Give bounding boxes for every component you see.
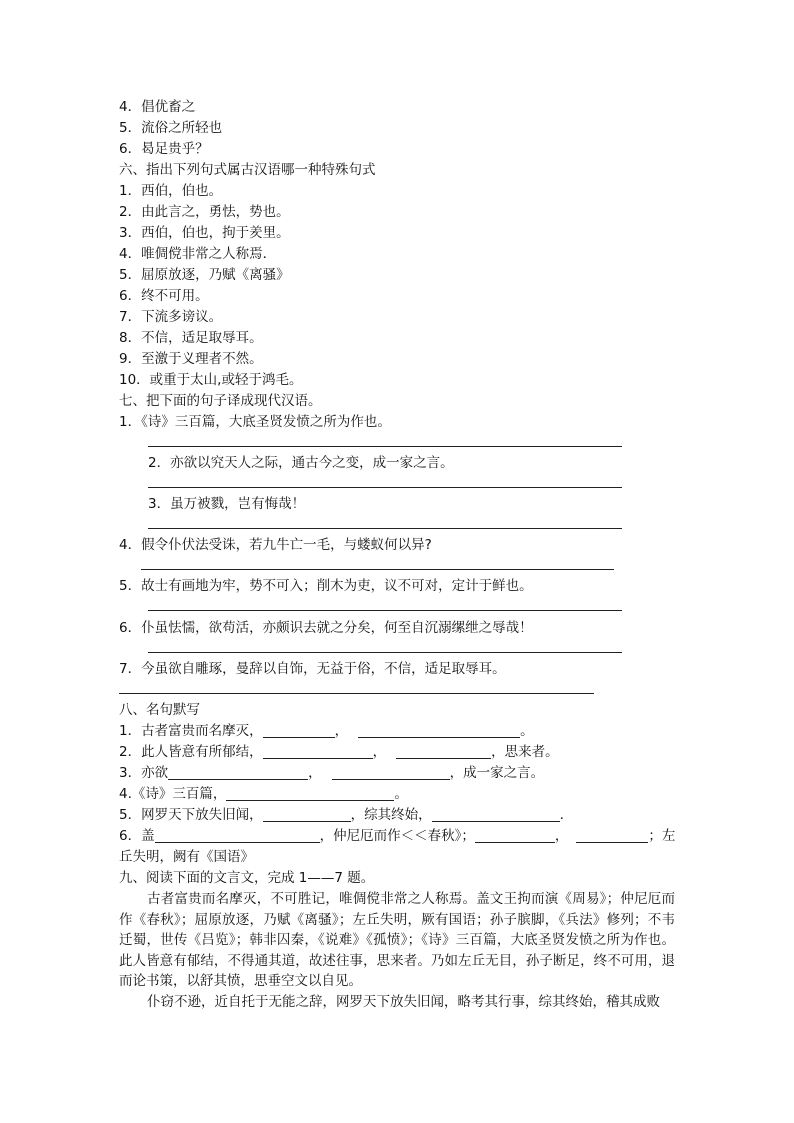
answer-line-7[interactable] bbox=[119, 693, 594, 694]
s8-line-2: 2．此人皆意有所郁结， ， ，思来者。 bbox=[119, 744, 559, 760]
s6-item-3: 3．西伯，伯也，拘于羑里。 bbox=[119, 225, 290, 241]
s7-item-5: 5．故士有画地为牢，势不可入；削木为吏，议不可对，定计于鲜也。 bbox=[119, 578, 533, 594]
s6-item-6: 6．终不可用。 bbox=[119, 288, 209, 304]
section-7-heading: 七、把下面的句子译成现代汉语。 bbox=[119, 393, 322, 409]
top-item-4: 4．倡优畜之 bbox=[119, 99, 196, 115]
s6-item-2: 2．由此言之，勇怯，势也。 bbox=[119, 204, 290, 220]
fill-blank[interactable] bbox=[263, 744, 373, 759]
fill-blank[interactable] bbox=[475, 828, 555, 843]
fill-blank[interactable] bbox=[263, 723, 335, 738]
s8-line-5: 5．网罗天下放失旧闻， ，综其终始， . bbox=[119, 807, 564, 823]
section-9-heading: 九、阅读下面的文言文，完成 1——7 题。 bbox=[119, 870, 375, 886]
fill-blank[interactable] bbox=[155, 828, 320, 843]
answer-line-5[interactable] bbox=[148, 610, 622, 611]
s7-item-3: 3．虽万被戮，岂有悔哉！ bbox=[148, 496, 306, 512]
s7-item-2: 2．亦欲以究天人之际，通古今之变，成一家之言。 bbox=[148, 455, 454, 471]
fill-blank[interactable] bbox=[226, 786, 394, 801]
top-item-6: 6．曷足贵乎？ bbox=[119, 141, 209, 157]
s6-item-4: 4．唯倜傥非常之人称焉． bbox=[119, 246, 277, 262]
top-item-5: 5．流俗之所轻也 bbox=[119, 120, 223, 136]
fill-blank[interactable] bbox=[396, 744, 491, 759]
fill-blank[interactable] bbox=[332, 765, 450, 780]
answer-line-3[interactable] bbox=[148, 528, 622, 529]
fill-blank[interactable] bbox=[432, 807, 560, 822]
s8-line-3: 3．亦欲 ， ，成一家之言。 bbox=[119, 765, 545, 781]
reading-passage bbox=[119, 889, 675, 1012]
s7-item-1: 1．《诗》三百篇，大底圣贤发愤之所为作也。 bbox=[119, 414, 391, 430]
s7-item-6: 6．仆虽怯懦，欲苟活，亦颇识去就之分矣，何至自沉溺缧绁之辱哉！ bbox=[119, 620, 533, 636]
answer-line-4[interactable] bbox=[141, 569, 614, 570]
section-6-heading: 六、指出下列句式属古汉语哪一种特殊句式 bbox=[119, 162, 376, 178]
s8-line-1: 1．古者富贵而名摩灭， ， 。 bbox=[119, 723, 534, 739]
s8-line-6-cont: 丘失明，阙有《国语》 bbox=[119, 849, 254, 865]
fill-blank[interactable] bbox=[168, 765, 308, 780]
answer-line-1[interactable] bbox=[148, 446, 622, 447]
section-8-heading: 八、名句默写 bbox=[119, 702, 200, 718]
passage-paragraph-1: 古者富贵而名摩灭，不可胜记，唯倜傥非常之人称焉。盖文王拘而演《周易》；仲尼厄而作《春秋》；屈原放逐，乃赋《离骚》；左丘失明，厥有国语；孙子膑脚，《兵法》修列；不韦迁蜀，世传《吕览》；韩非囚秦，《说难》《孤愤》；《诗》三百篇，大底圣贤发愤之所为作也。此人皆意有郁结，不得通其道，故述往事，思来者。乃如左丘无目，孙子断足，终不可用，退而论书策，以舒其愤，思垂空文以自见。 bbox=[119, 891, 675, 989]
answer-line-2[interactable] bbox=[148, 487, 622, 488]
answer-line-6[interactable] bbox=[148, 652, 622, 653]
s8-line-6: 6．盖 ，仲尼厄而作＜＜春秋》； ， ；左 bbox=[119, 828, 676, 844]
s6-item-1: 1．西伯，伯也。 bbox=[119, 183, 223, 199]
fill-blank[interactable] bbox=[263, 807, 351, 822]
fill-blank[interactable] bbox=[358, 723, 520, 738]
s6-item-5: 5．屈原放逐，乃赋《离骚》 bbox=[119, 267, 290, 283]
fill-blank[interactable] bbox=[576, 828, 648, 843]
s7-item-7: 7．今虽欲自雕琢，曼辞以自饰，无益于俗，不信，适足取辱耳。 bbox=[119, 661, 506, 677]
s6-item-8: 8．不信，适足取辱耳。 bbox=[119, 330, 263, 346]
s6-item-7: 7．下流多谤议。 bbox=[119, 309, 223, 325]
s8-line-4: 4.《诗》三百篇， 。 bbox=[119, 786, 408, 802]
s7-item-4: 4．假令仆伏法受诛，若九牛亡一毛，与蝼蚁何以异? bbox=[119, 537, 432, 553]
s6-item-10: 10．或重于太山,或轻于鸿毛。 bbox=[119, 372, 303, 388]
s6-item-9: 9．至激于义理者不然。 bbox=[119, 351, 263, 367]
passage-paragraph-2: 仆窃不逊，近自托于无能之辞，网罗天下放失旧闻，略考其行事，综其终始，稽其成败 bbox=[147, 993, 660, 1010]
